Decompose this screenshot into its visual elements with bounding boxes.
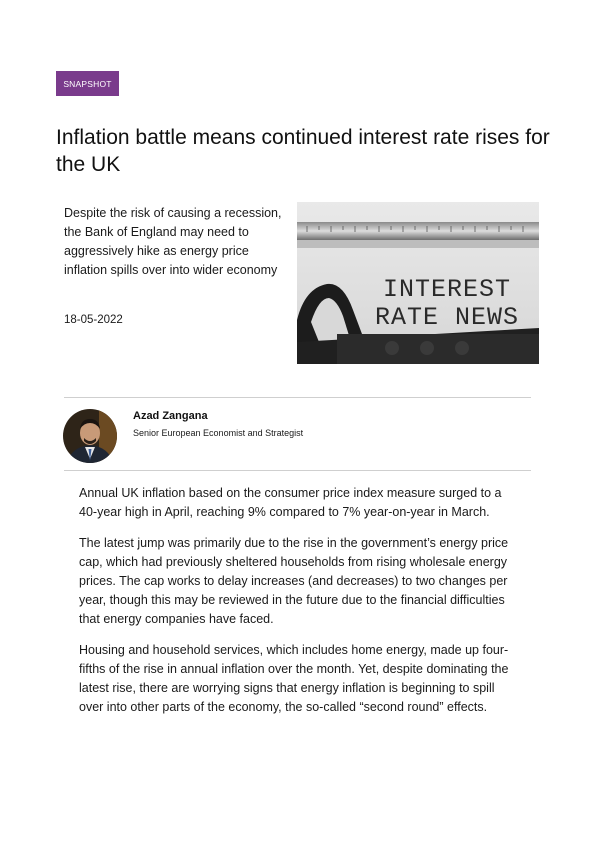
hero-text-interest: INTEREST [382, 275, 512, 304]
body-paragraph: Annual UK inflation based on the consumer price index measure surged to a 40-year high in April, reaching 9% compared to 7% year-on-year in March. [79, 486, 502, 519]
body-paragraph: The latest jump was primarily due to the rise in the government’s energy price cap, which had previously sheltered households from rising wholesale energy prices. The cap works to delay increases (and decreases) to two changes per year, though this may be reviewed in the future due to the financial difficulties that energy companies have faced. [79, 536, 509, 626]
article-date: 18-05-2022 [64, 314, 123, 326]
author-avatar [63, 409, 117, 463]
author-name: Azad Zangana [133, 410, 208, 422]
author-bottom-divider [64, 470, 531, 471]
author-role: Senior European Economist and Strategist [133, 428, 304, 438]
article-summary: Despite the risk of causing a recession, the Bank of England may need to aggressively hike as energy price inflation spills over into wider economy [64, 206, 282, 277]
body-paragraph: Housing and household services, which includes home energy, made up four-fifths of the rise in annual inflation over the month. Yet, despite dominating the latest rise, there are worrying signs that energy inflation is beginning to spill over into other parts of the economy, the so-called “second round” effects. [79, 643, 509, 714]
article-title: Inflation battle means continued interest rate rises for the UK [56, 126, 550, 176]
hero-text-rate-news: RATE NEWS [374, 303, 520, 332]
interest-rate-news-image [297, 202, 539, 364]
snapshot-tag: SNAPSHOT [56, 71, 119, 96]
article-body [79, 484, 521, 729]
typewriter-scale-bar [297, 222, 539, 240]
author-top-divider [64, 397, 531, 398]
